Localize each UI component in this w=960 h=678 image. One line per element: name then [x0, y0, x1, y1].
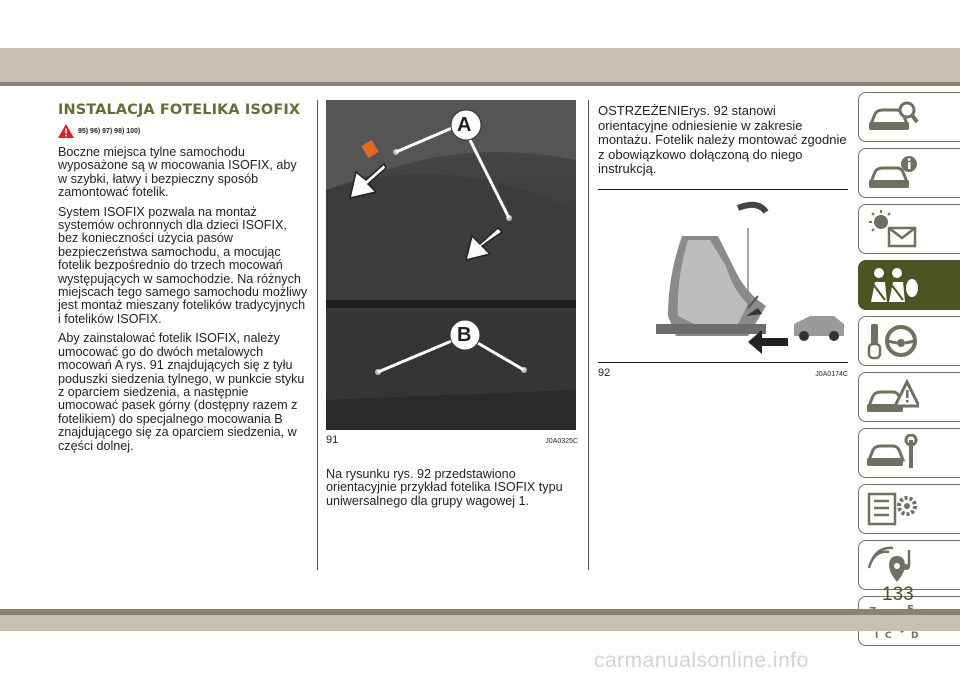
car-magnifier-icon: [867, 98, 919, 136]
rule-bottom: [598, 362, 848, 363]
key-steering-wheel-icon: [867, 322, 919, 360]
car-info-icon: [867, 154, 919, 192]
watermark: carmanualsonline.info: [594, 649, 809, 672]
svg-text:I: I: [875, 631, 879, 640]
section-title: INSTALACJA FOTELIKA ISOFIX: [58, 102, 301, 118]
tab-emergency[interactable]: [858, 372, 960, 422]
body-paragraph-1: Boczne miejsca tylne samochodu wyposażone są w mocowania ISOFIX, aby w szybki, łatwy i bezpieczny sposób zamontować fotelik.: [58, 145, 297, 200]
tab-technical-data[interactable]: [858, 484, 960, 534]
middle-column: [326, 100, 578, 514]
header-band: [0, 48, 960, 86]
warning-references: 95) 96) 97) 98) 100): [78, 127, 141, 135]
media-location-icon: [867, 546, 919, 584]
figure-92-illustration: [598, 196, 848, 358]
footer-band: [0, 615, 960, 631]
figure-92-child-seat: [598, 196, 848, 358]
tab-servicing[interactable]: [858, 428, 960, 478]
svg-text:C: C: [885, 631, 892, 640]
svg-text:D: D: [911, 631, 919, 640]
tab-multimedia[interactable]: [858, 540, 960, 590]
page-number: 133: [882, 584, 914, 605]
warning-light-envelope-icon: [867, 210, 919, 248]
car-wrench-icon: [867, 434, 919, 472]
right-column: [598, 100, 848, 379]
tab-warning-lights[interactable]: [858, 204, 960, 254]
figure-92-caption: [598, 367, 848, 379]
rule-top: [598, 189, 848, 190]
body-paragraph-2: System ISOFIX pozwala na montaż systemów ochronnych dla dzieci ISOFIX, bez konieczności użycia pasów bezpieczeństwa samochodu, a mocując fotelik bezpośrednio do trzech mocowań występujących w samochodzie. Na różnych miejscach tego samego samochodu możliwy jest montaż mieszany fotelików tradycyjnych i fotelików ISOFIX.: [58, 204, 308, 326]
column-divider-1: [317, 100, 318, 570]
warning-note: OSTRZEŻENIErys. 92 stanowi orientacyjne odniesienie w zakresie montażu. Fotelik należy montować zgodnie z obowiązkowo dołączoną do niego instrukcją.: [598, 103, 847, 176]
chapter-tabs: [858, 92, 960, 652]
passengers-airbag-icon: [867, 266, 919, 304]
figure-91-photo: [326, 100, 576, 430]
figure-label-a: A: [457, 114, 472, 136]
figure-code: J0A0325C: [545, 438, 578, 445]
column-divider-2: [588, 100, 589, 570]
list-gear-icon: [867, 490, 919, 528]
tab-car-info[interactable]: [858, 148, 960, 198]
warning-triangle-icon: [58, 124, 74, 138]
figure-number: 91: [326, 434, 339, 446]
car-hazard-icon: [867, 378, 919, 416]
tab-safety[interactable]: [858, 260, 960, 310]
figure-91-caption: [326, 434, 578, 446]
figure-label-b: B: [457, 324, 472, 346]
tab-starting-driving[interactable]: [858, 316, 960, 366]
body-paragraph-3: Aby zainstalować fotelik ISOFIX, należy umocować go do dwóch metalowych mocowań A rys. 91 znajdujących się z tyłu poduszki siedzenia tylnego, w punkcie styku z oparciem siedzenia, a następnie umocować pasek górny (dostępny razem z fotelikiem) do specjalnego mocowania B znajdującego się za oparciem siedzenia, w części dolnej.: [58, 331, 305, 453]
figure-91-isofix-anchors: [326, 100, 576, 430]
figure-code: J0A0174C: [815, 370, 848, 378]
tab-car-overview[interactable]: [858, 92, 960, 142]
left-column: [58, 100, 308, 459]
figure-number: 92: [598, 366, 611, 379]
figure-92-description: Na rysunku rys. 92 przedstawiono orientacyjnie przykład fotelika ISOFIX typu uniwersalnego dla grupy wagowej 1.: [326, 467, 563, 508]
warning-refs-row: [58, 124, 308, 138]
